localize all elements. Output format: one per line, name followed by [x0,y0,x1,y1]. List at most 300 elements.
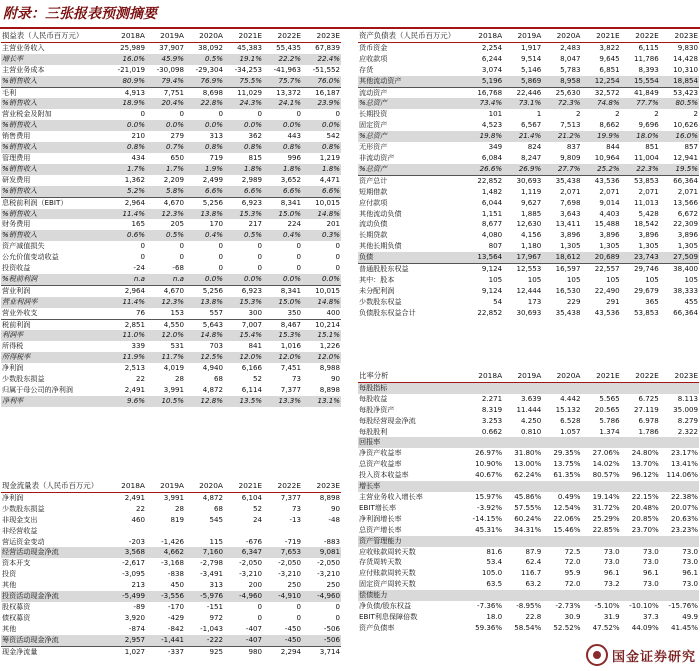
cell-value: 77.7% [621,98,660,109]
cell-value: 16,187 [302,87,341,98]
cell-value: -15.76% [668,601,698,611]
row-label: 净利润 [2,492,24,502]
row-label: 总资产收益率 [359,459,402,469]
cell-value: -24 [133,263,145,273]
row-label: 货币资金 [359,42,388,52]
year-header: 2023E [316,31,340,40]
year-header: 2020A [199,31,223,40]
table-row [358,65,699,76]
table-row [358,394,699,405]
cell-value: -874 [128,623,145,633]
year-header: 2020A [556,31,581,40]
cell-value [107,526,146,537]
cell-value: 0 [218,109,223,119]
cell-value: 20.85% [631,513,659,523]
cell-value: 22,852 [477,307,503,317]
cell-value: 0 [257,241,262,251]
cell-value: 11.4% [107,209,146,220]
row-label: 主营业务收入 [2,42,45,52]
cell-value: -89 [133,601,145,611]
year-header: 2023E [316,481,340,490]
cell-value: -2,050 [239,558,262,568]
row-label: %总资产 [358,98,464,109]
cell-value: 4,471 [319,174,340,184]
cell-value: 37.3 [642,611,659,621]
cell-value: 6,923 [224,285,263,296]
table-row [1,164,341,175]
table-row [1,98,341,109]
cell-value: 3,896 [560,230,581,240]
row-label: 未分配利润 [359,285,395,295]
cell-value: 59.36% [475,622,503,632]
cell-value: 22,490 [594,285,620,295]
row-label: 其他流动资产 [358,76,464,87]
row-label: 回报率 [358,437,464,448]
cell-value [503,437,542,448]
row-label: 营业外收支 [2,307,38,317]
row-label: %销售收入 [1,98,107,109]
table-row [358,601,699,612]
cell-value: 12.3% [146,209,185,220]
cell-value: 21.2% [542,131,581,142]
cell-value: 61.35% [553,470,581,480]
cell-value: -151 [206,601,223,611]
page-title: 附录：三张报表预测摘要 [3,6,157,22]
row-label: 流动负债 [359,219,388,229]
row-label: 少数股东权益 [359,296,402,306]
cell-value: -4,960 [224,591,263,602]
cell-value: 76 [135,307,145,317]
cell-value: 19.8% [464,131,503,142]
cell-value: 0 [218,241,223,251]
cell-value: 13.5% [224,396,263,407]
watermark-text: 国金证券研究 [611,649,696,665]
row-label: 负债 [358,252,464,263]
cell-value: 12.3% [146,297,185,308]
table-row [1,558,341,569]
cell-value: 6,084 [481,152,503,162]
year-header: 2022E [277,481,301,490]
cell-value: 13.3% [263,396,302,407]
cell-value: -222 [185,635,224,646]
cell-value: 8.113 [677,393,698,403]
cell-value: 23,743 [621,252,660,263]
table-row [1,131,341,142]
cell-value: -51,552 [312,64,340,74]
cell-value: 68 [213,374,223,384]
cell-value: 250 [326,580,340,590]
row-label: 净负债/股东权益 [359,601,412,611]
cell-value: 6,244 [481,53,503,63]
cell-value: 2 [693,109,698,119]
row-label: %销售收入 [1,164,107,175]
cell-value: 0 [179,241,184,251]
cell-value: 31.80% [514,448,542,458]
cell-value: 7,451 [280,363,301,373]
cell-value: 4,872 [202,385,223,394]
cell-value: 173 [527,296,542,306]
row-label: 投资 [2,569,17,579]
cell-value: 1,151 [481,208,503,218]
cell-value: 13.75% [553,459,581,469]
cell-value: 0.0% [185,120,224,131]
cell-value: 557 [209,307,223,317]
year-header: 2018A [478,371,503,380]
cell-value: 22.8% [185,98,224,109]
cell-value: 4.250 [521,415,542,425]
table-row [358,481,699,492]
table-row [358,76,699,87]
row-label: 长期贷款 [359,230,388,240]
cell-value: 841 [248,341,262,351]
cell-value: 996 [287,152,301,162]
year-header: 2021E [238,481,262,490]
cell-value [581,382,620,393]
cell-value: 45.86% [514,491,542,501]
table-row [1,209,341,220]
row-label: 每股经营现金净流 [359,415,416,425]
cell-value: 229 [566,296,581,306]
cell-value [224,526,263,537]
cell-value [263,526,302,537]
table-row [1,569,341,580]
cell-value: 14.8% [302,209,341,220]
row-label: 债权募资 [2,612,31,622]
row-label: 无形资产 [359,142,388,152]
cell-value [660,382,699,393]
row-label: 投资收益 [2,263,31,273]
cell-value [503,590,542,601]
cell-value: 1,482 [481,186,503,196]
table-row [358,98,699,109]
table-header-row [358,31,699,42]
section-title: 比率分析 [359,371,389,380]
cell-value: 115 [209,536,223,546]
row-label: %销售收入 [1,76,107,87]
cell-value [542,437,581,448]
cell-value: 349 [488,142,503,152]
cell-value: -838 [167,569,184,579]
cell-value: 0.4% [185,230,224,241]
cell-value: 12,553 [503,264,542,275]
cell-value: 90 [330,503,340,513]
cell-value: 3,822 [599,42,620,52]
cell-value: 12,254 [581,76,620,87]
table-row [1,363,341,374]
cell-value: 23.17% [670,448,698,458]
row-label: EBIT增长率 [359,502,397,512]
row-label: 股权募资 [2,601,31,611]
row-label: 经营活动现金净流 [1,547,107,558]
cell-value: 5,146 [521,64,542,74]
cell-value: -48 [328,514,340,524]
cell-value [660,437,699,448]
cell-value: 0.6% [107,230,146,241]
cell-value: -170 [167,601,184,611]
cell-value: 25,630 [542,87,581,98]
cell-value: 47.52% [592,622,620,632]
cell-value: 1,305 [677,241,698,251]
cell-value: 3,991 [163,492,184,502]
cell-value: 0.0% [185,274,224,285]
row-label: 流动资产 [358,87,464,98]
row-label: 投入资本收益率 [359,470,409,480]
table-row [1,274,341,285]
cell-value: -203 [128,536,145,546]
cell-value: 9,809 [560,152,581,162]
row-label: 负债股东权益合计 [359,307,416,317]
cell-value: 4,662 [146,547,185,558]
row-label: 投资活动现金净流 [1,591,107,602]
cell-value: 81.6 [486,546,503,556]
cell-value: 8.319 [481,404,503,414]
cell-value: 0.0% [302,120,341,131]
row-label: 其他 [2,623,17,633]
row-label: 利润率 [1,330,107,341]
cell-value: 6.6% [185,186,224,197]
year-header: 2021E [596,371,620,380]
cell-value: 22.2% [263,54,302,65]
cell-value: -450 [263,635,302,646]
cell-value: 16.0% [660,131,699,142]
cell-value: 0.5% [224,230,263,241]
cell-value: 15,554 [621,76,660,87]
cell-value: 5,256 [185,197,224,208]
row-label: 应收款项 [359,53,388,63]
cell-value: 5.2% [107,186,146,197]
cell-value: 2,964 [107,197,146,208]
cell-value: 16,530 [555,285,581,295]
cell-value: 28 [174,503,184,513]
cell-value [542,590,581,601]
cell-value: 15.97% [475,491,503,501]
cell-value: 105 [566,274,581,284]
cell-value: 0 [140,252,145,262]
table-row [1,197,341,208]
table-row [1,515,341,526]
cell-value: -1,043 [200,623,223,633]
table-row [358,264,699,275]
cell-value: 0.0% [224,274,263,285]
table-row [1,374,341,385]
cell-value: 2 [654,109,659,119]
cell-value: 3,714 [302,646,341,657]
cell-value: 22,557 [581,264,620,275]
cell-value: 45,383 [237,42,262,52]
cell-value: 1,917 [521,42,542,52]
cell-value: 105 [645,274,659,284]
row-label: 少数股东损益 [2,374,45,384]
watermark [566,641,696,669]
table-row [358,153,699,164]
cell-value: 22,852 [464,175,503,186]
cell-value: 16.0% [107,54,146,65]
cell-value: 27.06% [592,448,620,458]
cell-value: -5,499 [107,591,146,602]
table-row [1,591,341,602]
table-header-row [1,481,341,492]
year-header: 2019A [160,31,184,40]
cell-value: 703 [209,341,223,351]
cell-value: -14.15% [472,513,503,523]
cell-value: -30,098 [156,64,184,74]
cell-value: 53,853 [621,175,660,186]
cell-value: -7.36% [477,601,503,611]
cell-value: 2 [575,109,581,119]
cell-value: 15.46% [553,524,581,534]
cell-value: 9,124 [464,264,503,275]
cell-value: 0 [335,252,340,262]
cell-value: 4,550 [146,319,185,330]
row-label: 非经营收益 [2,525,38,535]
cell-value: 837 [566,142,581,152]
table-row [1,175,341,186]
cell-value: 6,851 [599,64,620,74]
cell-value: 13,411 [555,219,581,229]
row-label: %总资产 [358,164,464,175]
cell-value: 279 [170,131,184,141]
table-row [1,219,341,230]
cell-value: 5.8% [146,186,185,197]
cell-value: -3,210 [278,569,301,579]
row-label: %销售收入 [1,209,107,220]
table-header-row [358,371,699,382]
cell-value: 0.8% [107,142,146,153]
row-label: 主营业务成本 [2,64,45,74]
cell-value: 0.8% [302,142,341,153]
cell-value: 4,156 [521,230,542,240]
table-row [358,164,699,175]
cell-value: 31.9 [603,611,620,621]
cell-value: 11,004 [633,152,659,162]
cell-value: 0 [218,263,223,273]
cell-value: 34.31% [514,524,542,534]
year-header: 2021E [596,31,620,40]
table-row [358,131,699,142]
cell-value: 8,698 [185,87,224,98]
cell-value: 0 [296,109,301,119]
cell-value [660,590,699,601]
cell-value: -4,910 [263,591,302,602]
cell-value: 8,677 [481,219,503,229]
cell-value: 80.5% [660,98,699,109]
cell-value: 20,689 [581,252,620,263]
cell-value: -3,210 [239,569,262,579]
table-row [1,580,341,591]
cell-value: 443 [287,131,301,141]
cell-value: 19.1% [224,54,263,65]
row-label: 税前利润 [1,319,107,330]
cell-value: -883 [323,536,340,546]
cell-value: 73.0 [682,546,698,556]
row-label: 总资产增长率 [359,524,402,534]
cell-value: 0 [257,601,262,611]
cell-value: 35,438 [555,307,581,317]
cell-value: 6,115 [638,42,659,52]
table-row [1,526,341,537]
table-row [358,241,699,252]
cell-value: 3,568 [107,547,146,558]
cell-value: 15.4% [224,330,263,341]
cell-value: 0.3% [302,230,341,241]
table-row [1,602,341,613]
row-label: 息税前利润（EBIT） [1,197,107,208]
cell-value [302,526,341,537]
cell-value: 13.8% [185,297,224,308]
cell-value: -5.10% [594,601,620,611]
cell-value: 7,377 [280,385,301,394]
cell-value: 1.786 [638,426,659,436]
table-row [1,263,341,274]
cell-value: 73.2 [603,579,620,589]
cell-value: 200 [248,580,262,590]
row-label: 少数股东损益 [2,503,45,513]
row-label: 营运资金变动 [2,536,45,546]
income-statement-table [1,31,341,407]
cell-value: 362 [248,131,262,141]
cell-value: 8,393 [638,64,659,74]
row-label: 净利润增长率 [359,513,402,523]
cell-value: 0 [140,241,145,251]
row-label: 存货周转天数 [359,557,402,567]
cell-value: 23.9% [302,98,341,109]
table-row [358,547,699,558]
cell-value: 30,693 [516,307,542,317]
cell-value: 55,435 [276,42,301,52]
cell-value: 13.1% [302,396,341,407]
cell-value: 12.0% [146,330,185,341]
row-label: 每股指标 [358,382,464,393]
cell-value [542,481,581,492]
cell-value: -13 [289,514,301,524]
row-label: 营业税金及附加 [2,109,52,119]
cell-value: 24 [252,514,262,524]
cell-value: 1,305 [560,241,581,251]
cell-value [621,382,660,393]
row-label: 偿债能力 [358,590,464,601]
cell-value: n.a [107,274,146,285]
cell-value: 201 [326,219,340,229]
row-label: 现金净流量 [1,646,107,657]
table-row [1,42,341,53]
row-label: 资本开支 [2,558,31,568]
cell-value: 96.1 [682,568,698,578]
table-row [1,65,341,76]
table-row [1,186,341,197]
row-label: 公允价值变动收益 [2,252,59,262]
cell-value: 3,074 [481,64,503,74]
cell-value: 0 [335,263,340,273]
table-row [358,470,699,481]
table-row [358,514,699,525]
cell-value: 4,080 [481,230,503,240]
row-label: 资产负债率 [359,622,395,632]
cell-value: 0.5% [185,54,224,65]
cell-value: 4,913 [107,87,146,98]
cell-value: 15,488 [594,219,620,229]
cell-value: 12,941 [673,152,698,162]
table-row [358,427,699,438]
cell-value: 29,746 [621,264,660,275]
cell-value: 9,830 [677,42,698,52]
cell-value: 6,672 [677,208,698,218]
cell-value: 0 [179,252,184,262]
cell-value: -407 [224,635,263,646]
cell-value: 4,670 [146,285,185,296]
cell-value: -34,253 [234,64,262,74]
cell-value: 20.63% [670,513,698,523]
cell-value: 6.6% [302,186,341,197]
